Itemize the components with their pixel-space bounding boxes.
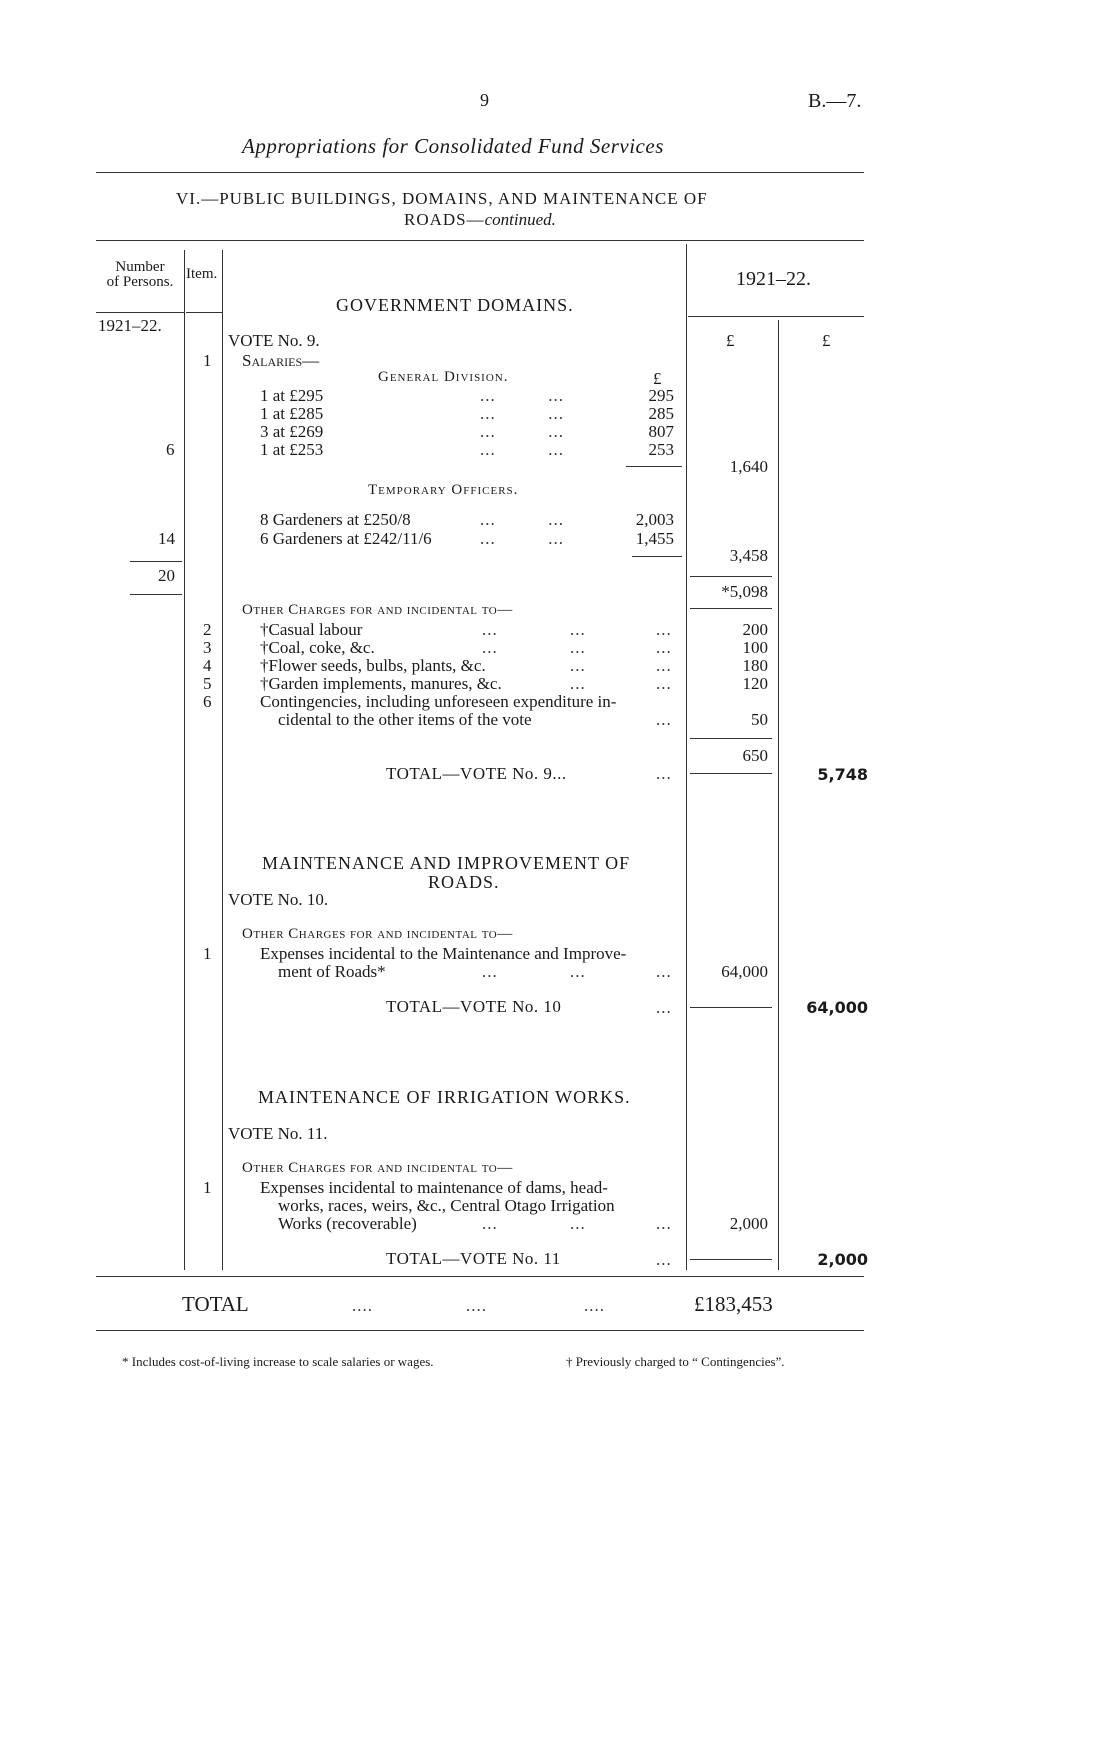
section-heading-line2 xyxy=(404,210,556,230)
footnote-star: * Includes cost-of-living increase to scale salaries or wages. xyxy=(122,1354,434,1369)
amount-total-divider xyxy=(778,320,779,1270)
page-number: 9 xyxy=(480,90,489,110)
charge-label: †Coal, coke, &c. xyxy=(260,638,375,657)
salaries-total-rule xyxy=(690,576,772,577)
temporary-officers-heading: Temporary Officers. xyxy=(368,482,519,498)
irrigation-heading: MAINTENANCE OF IRRIGATION WORKS. xyxy=(258,1087,631,1107)
footnote-dagger: † Previously charged to “ Contingencies”. xyxy=(566,1354,785,1369)
salary-row-label: 1 at £253 xyxy=(260,440,324,459)
leader-dots: ... xyxy=(482,620,498,639)
vote-11-total-rule xyxy=(690,1259,772,1260)
year-header-rule xyxy=(688,316,864,317)
charge-value: 120 xyxy=(742,674,768,693)
leader-dots: ... xyxy=(656,674,672,693)
leader-dots: ... xyxy=(656,638,672,657)
leader-dots: ... xyxy=(570,962,586,981)
salaries-total-underline xyxy=(690,608,772,609)
salaries-total: *5,098 xyxy=(721,582,768,601)
leader-dots: ... ... xyxy=(480,422,564,441)
leader-dots: ... ... xyxy=(480,510,564,529)
roads-heading-line1: MAINTENANCE AND IMPROVEMENT OF xyxy=(262,853,631,873)
charge-item-number: 5 xyxy=(203,674,212,693)
persons-item-divider xyxy=(184,250,185,1270)
temp-row-label: 8 Gardeners at £250/8 xyxy=(260,510,411,529)
roads-other-charges-heading: Other Charges for and incidental to— xyxy=(242,926,513,942)
salaries-label: Salaries— xyxy=(242,351,320,370)
section-heading-roads: ROADS— xyxy=(404,210,485,229)
vote-11-total-label: TOTAL—VOTE No. 11 xyxy=(386,1249,561,1268)
vote-11-label: VOTE No. 11. xyxy=(228,1124,328,1143)
column-header-persons-line2: of Persons. xyxy=(106,274,174,290)
irrigation-line3: Works (recoverable) xyxy=(278,1214,417,1233)
column-header-year: 1921–22. xyxy=(736,268,811,290)
leader-dots: ... ... xyxy=(480,440,564,459)
column-header-item: Item. xyxy=(186,266,218,282)
charge-item-number: 3 xyxy=(203,638,212,657)
grand-total-value: £183,453 xyxy=(694,1292,773,1316)
salary-row-value: 807 xyxy=(648,422,674,441)
column-header-persons-line1: Number xyxy=(115,259,165,275)
vote-9-total: 5,748 xyxy=(817,765,868,784)
irrigation-line2: works, races, weirs, &c., Central Otago Irrigation xyxy=(278,1196,615,1215)
leader-dots: ... xyxy=(570,638,586,657)
temp-subtotal: 3,458 xyxy=(729,546,768,565)
contingency-value: 50 xyxy=(751,710,768,729)
section-heading-continued: continued. xyxy=(484,210,556,229)
leader-dots: ... xyxy=(656,656,672,675)
vote-10-total-rule xyxy=(690,1007,772,1008)
document-reference: B.—7. xyxy=(808,90,862,112)
roads-item-number: 1 xyxy=(203,944,212,963)
leader-dots: ... ... xyxy=(480,404,564,423)
persons-header-rule xyxy=(96,312,184,313)
table-top-rule xyxy=(96,240,864,241)
salary-row-value: 253 xyxy=(648,440,674,459)
charge-value: 180 xyxy=(742,656,768,675)
page-title: Appropriations for Consolidated Fund Services xyxy=(242,134,664,158)
irrigation-item-number: 1 xyxy=(203,1178,212,1197)
title-rule xyxy=(96,172,864,173)
persons-general-count: 6 xyxy=(166,440,175,459)
roads-heading-line2: ROADS. xyxy=(428,872,500,892)
leader-dots: ... xyxy=(570,674,586,693)
column-header-persons xyxy=(98,260,182,290)
persons-year: 1921–22. xyxy=(98,316,162,335)
leader-dots: ... xyxy=(482,1214,498,1233)
charge-label: †Garden implements, manures, &c. xyxy=(260,674,502,693)
item-text-divider xyxy=(222,250,223,1270)
other-charges-heading: Other Charges for and incidental to— xyxy=(242,602,513,618)
leader-dots: ... xyxy=(656,1250,672,1269)
leader-dots: ... xyxy=(656,620,672,639)
general-subtotal: 1,640 xyxy=(729,457,768,476)
grand-total-top-rule xyxy=(96,1276,864,1277)
leader-dots: ... xyxy=(570,620,586,639)
vote-11-total: 2,000 xyxy=(817,1250,868,1269)
charges-total-rule xyxy=(690,738,772,739)
salary-row-value: 295 xyxy=(648,386,674,405)
leader-dots: .... xyxy=(352,1296,373,1315)
domains-heading: GOVERNMENT DOMAINS. xyxy=(336,295,574,315)
salary-row-label: 3 at £269 xyxy=(260,422,324,441)
vote-10-total: 64,000 xyxy=(806,998,868,1017)
leader-dots: ... xyxy=(656,998,672,1017)
vote-9-total-label: TOTAL—VOTE No. 9... xyxy=(386,764,567,783)
persons-total: 20 xyxy=(158,566,175,585)
leader-dots: ... xyxy=(656,962,672,981)
persons-total-rule xyxy=(130,561,182,562)
grand-total-label: TOTAL xyxy=(182,1292,249,1316)
irrigation-line1: Expenses incidental to maintenance of dams, head- xyxy=(260,1178,608,1197)
item-1-number: 1 xyxy=(203,351,212,370)
salary-row-value: 285 xyxy=(648,404,674,423)
salary-pound-sign: £ xyxy=(653,369,662,388)
leader-dots: ... xyxy=(570,1214,586,1233)
persons-temp-count: 14 xyxy=(158,529,175,548)
charge-item-number: 2 xyxy=(203,620,212,639)
general-division-heading: General Division. xyxy=(378,369,509,385)
leader-dots: ... xyxy=(482,638,498,657)
charge-label: †Flower seeds, bulbs, plants, &c. xyxy=(260,656,486,675)
temp-row-value: 2,003 xyxy=(635,510,674,529)
text-amount-divider xyxy=(686,244,687,1270)
charge-value: 200 xyxy=(742,620,768,639)
leader-dots: ... xyxy=(570,656,586,675)
leader-dots: ... ... xyxy=(480,386,564,405)
general-subtotal-rule xyxy=(626,466,682,467)
leader-dots: ... xyxy=(656,1214,672,1233)
leader-dots: .... xyxy=(584,1296,605,1315)
charge-item-number: 6 xyxy=(203,692,212,711)
temp-row-label: 6 Gardeners at £242/11/6 xyxy=(260,529,432,548)
leader-dots: .... xyxy=(466,1296,487,1315)
salary-row-label: 1 at £285 xyxy=(260,404,324,423)
contingency-line2: cidental to the other items of the vote xyxy=(278,710,532,729)
roads-line1: Expenses incidental to the Maintenance and Improve- xyxy=(260,944,627,963)
vote-9-total-rule xyxy=(690,773,772,774)
contingency-line1: Contingencies, including unforeseen expenditure in- xyxy=(260,692,617,711)
total-pound-sign: £ xyxy=(822,331,831,350)
vote-9-label: VOTE No. 9. xyxy=(228,331,320,350)
amount-pound-sign: £ xyxy=(726,331,735,350)
section-heading-line1: VI.—PUBLIC BUILDINGS, DOMAINS, AND MAINTENANCE OF xyxy=(176,189,708,208)
leader-dots: ... ... xyxy=(480,529,564,548)
irrigation-value: 2,000 xyxy=(729,1214,768,1233)
irrigation-other-charges-heading: Other Charges for and incidental to— xyxy=(242,1160,513,1176)
item-header-rule xyxy=(186,312,222,313)
roads-line2: ment of Roads* xyxy=(278,962,386,981)
charge-item-number: 4 xyxy=(203,656,212,675)
charge-value: 100 xyxy=(742,638,768,657)
persons-total-underline xyxy=(130,594,182,595)
roads-value: 64,000 xyxy=(721,962,768,981)
leader-dots: ... xyxy=(656,764,672,783)
leader-dots: ... xyxy=(482,962,498,981)
salary-row-label: 1 at £295 xyxy=(260,386,324,405)
temp-row-value: 1,455 xyxy=(635,529,674,548)
temp-subtotal-rule xyxy=(632,556,682,557)
grand-total-bottom-rule xyxy=(96,1330,864,1331)
charge-label: †Casual labour xyxy=(260,620,363,639)
vote-10-label: VOTE No. 10. xyxy=(228,890,329,909)
charges-total: 650 xyxy=(742,746,768,765)
leader-dots: ... xyxy=(656,710,672,729)
vote-10-total-label: TOTAL—VOTE No. 10 xyxy=(386,997,562,1016)
